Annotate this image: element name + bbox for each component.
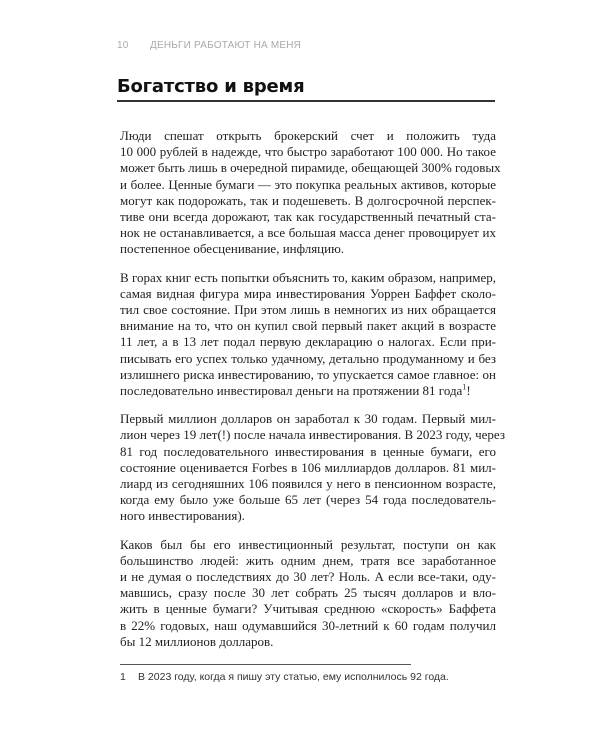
text-line bbox=[120, 351, 496, 367]
footnote-number: 1 bbox=[120, 671, 126, 683]
text-line-content: постепенное обесценивание, инфляцию. bbox=[120, 241, 345, 257]
text-line bbox=[120, 411, 496, 427]
text-line-content: могут как подорожать, так и подешеветь. В долгосрочной перспек- bbox=[120, 192, 496, 208]
text-line bbox=[120, 383, 496, 399]
text-line-content: 81 год последовательного инвестирования в ценные бумаги, его bbox=[120, 443, 496, 459]
text-line bbox=[120, 177, 496, 193]
running-title: ДЕНЬГИ РАБОТАЮТ НА МЕНЯ bbox=[150, 40, 302, 51]
text-line bbox=[120, 302, 496, 318]
text-line-content: в 22% годовых, наш одумавшийся 30-летний к 60 годам получил bbox=[120, 617, 496, 633]
text-line-content: 10 000 рублей в надежде, что быстро заработают 100 000. Но такое bbox=[120, 144, 496, 160]
footnote-reference-suffix: ! bbox=[466, 383, 471, 399]
text-line-content: Люди спешат открыть брокерский счет и положить туда bbox=[120, 128, 496, 143]
text-line-content: самая видная фигура мира инвестирования Уоррен Баффет сколо- bbox=[120, 285, 496, 301]
text-line bbox=[120, 476, 496, 492]
footnote-rule bbox=[120, 664, 411, 665]
paragraph-3 bbox=[120, 411, 505, 524]
text-line bbox=[120, 553, 496, 569]
text-line-content: внимание на то, что он купил свой первый пакет акций в возрасте bbox=[120, 318, 496, 334]
text-line-content: 11 лет, а в 13 лет подал первую декларацию о налогах. Если при- bbox=[120, 334, 496, 350]
text-line-content: и не думая о последствиях до 30 лет? Ноль. А если все-таки, оду- bbox=[120, 569, 496, 585]
text-line bbox=[120, 492, 496, 508]
footnote-reference[interactable]: 1 bbox=[462, 382, 467, 392]
text-line bbox=[120, 618, 496, 634]
text-line-content: Каков был бы его инвестиционный результат, поступи он как bbox=[120, 536, 496, 552]
text-line bbox=[120, 460, 496, 476]
footnote-text: В 2023 году, когда я пишу эту статью, ему исполнилось 92 года. bbox=[138, 671, 449, 683]
paragraph-1 bbox=[120, 128, 501, 258]
paragraph-2 bbox=[120, 270, 496, 400]
text-line bbox=[120, 270, 496, 286]
text-line-content: Первый миллион долларов он заработал к 30 годам. Первый мил- bbox=[120, 411, 496, 427]
text-line-content: и более. Ценные бумаги — это покупка реальных активов, которые bbox=[120, 176, 496, 192]
text-line bbox=[120, 585, 496, 601]
text-line bbox=[120, 634, 496, 650]
text-line-content: тил свое состояние. При этом лишь в немногих из них обращается bbox=[120, 302, 496, 318]
text-line-content: когда ему было уже больше 65 лет (через 54 года последователь- bbox=[120, 492, 496, 508]
text-line bbox=[120, 444, 496, 460]
text-line-content: большинство людей: жить одним днем, тратя все заработанное bbox=[120, 552, 496, 568]
footnote bbox=[120, 671, 449, 683]
page-number: 10 bbox=[117, 40, 129, 51]
text-line-content: ного инвестирования). bbox=[120, 508, 245, 524]
text-line bbox=[120, 225, 496, 241]
text-line-content: мавшись, сразу после 30 лет собрать 25 тысяч долларов и вло- bbox=[120, 585, 496, 601]
paragraph-4 bbox=[120, 537, 496, 650]
text-line-content: бы 12 миллионов долларов. bbox=[120, 633, 274, 649]
text-line-content: состояние оценивается Forbes в 106 миллиардов долларов. 81 мил- bbox=[120, 459, 496, 475]
text-line-content: жить в ценные бумаги? Учитывая среднюю «скорость» Баффета bbox=[120, 601, 496, 617]
text-line bbox=[120, 209, 496, 225]
text-line-content: писывать его успех только удачному, детально продуманному и без bbox=[120, 350, 496, 366]
text-line-content: последовательно инвестировал деньги на протяжении 81 года bbox=[120, 383, 463, 399]
text-line bbox=[120, 318, 496, 334]
text-line-content: нок не останавливается, а все большая масса денег провоцирует их bbox=[120, 225, 496, 241]
text-line-content: лиард из сегодняшних 106 появился у него в пенсионном возрасте, bbox=[120, 476, 496, 492]
text-line bbox=[120, 427, 505, 443]
text-line bbox=[120, 601, 496, 617]
text-line bbox=[120, 334, 496, 350]
text-line bbox=[120, 128, 496, 144]
body-text bbox=[120, 128, 505, 662]
heading-rule bbox=[117, 100, 495, 102]
text-line bbox=[120, 144, 496, 160]
text-line-content: тиве они всегда дорожают, так как государственный печатный ста- bbox=[120, 209, 496, 225]
text-line bbox=[120, 537, 496, 553]
text-line bbox=[120, 241, 496, 257]
text-line-content: лион через 19 лет(!) после начала инвестирования. В 2023 году, через bbox=[120, 427, 505, 443]
text-line bbox=[120, 193, 496, 209]
text-line bbox=[120, 367, 496, 383]
section-heading: Богатство и время bbox=[117, 76, 305, 97]
text-line bbox=[120, 508, 496, 524]
text-line-content: может быть лишь в очередной пирамиде, обещающей 300% годовых bbox=[120, 160, 501, 176]
text-line-content: излишнего риска инвестированию, то упускается самое главное: он bbox=[120, 366, 496, 382]
text-line bbox=[120, 160, 501, 176]
text-line bbox=[120, 286, 496, 302]
text-line-content: В горах книг есть попытки объяснить то, каким образом, например, bbox=[120, 269, 496, 285]
text-line bbox=[120, 569, 496, 585]
